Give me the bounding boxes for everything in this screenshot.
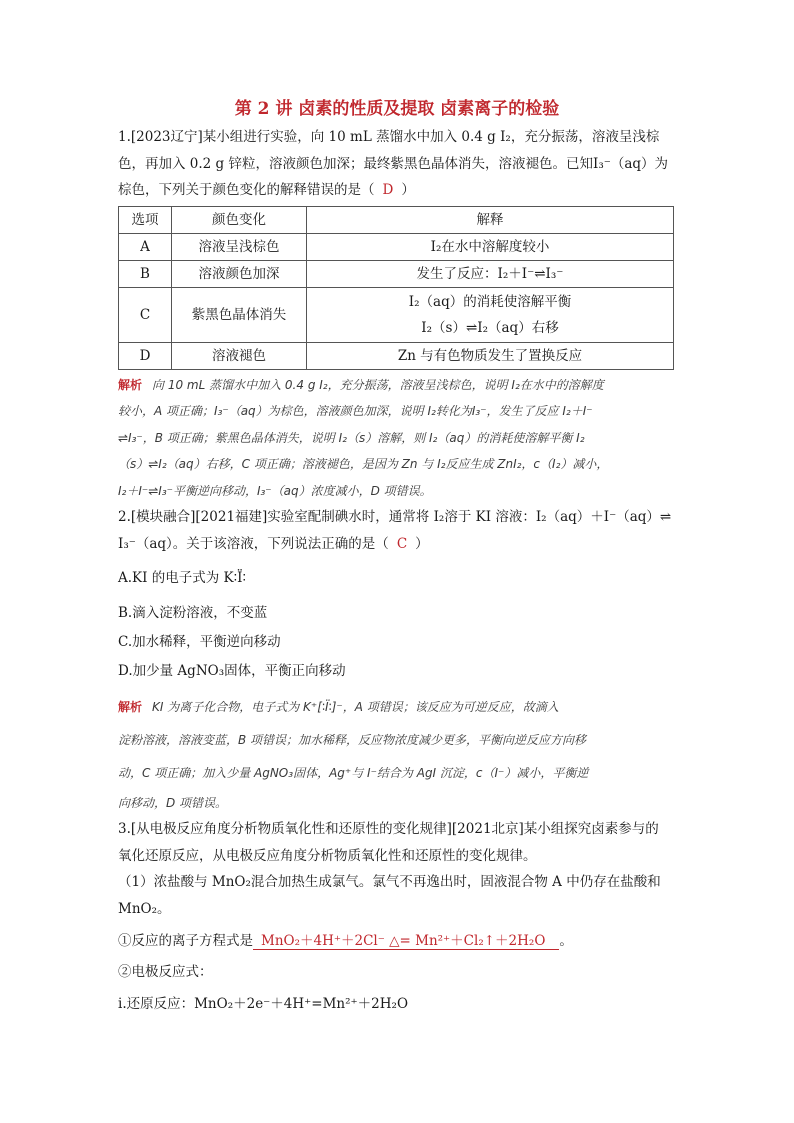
q3-sub1-prefix: ①反应的离子方程式是 [118, 933, 253, 949]
q2-stem-line-1: 2.[模块融合][2021福建]实验室配制碘水时，通常将 I₂溶于 KI 溶液：I₂（aq）＋I⁻（aq）⇌ [118, 509, 672, 525]
q2-options [118, 565, 676, 685]
explanation-line: I₂＋I⁻⇌I₃⁻平衡逆向移动，I₃⁻（aq）浓度减小，D 项错误。 [118, 483, 432, 498]
q2-stem-close: ） [415, 535, 429, 552]
q1-stem-line-2: 色，再加入 0.2 g 锌粒，溶液颜色加深；最终紫黑色晶体消失，溶液褪色。已知I₃⁻（aq）为 [118, 155, 669, 172]
explanation-line: 解析 向 10 mL 蒸馏水中加入 0.4 g I₂，充分振荡，溶液呈浅棕色，说明 I₂在水中的溶解度 [118, 377, 604, 392]
explanation-line: （s）⇌I₂（aq）右移，C 项正确；溶液褪色，是因为 Zn 与 I₂反应生成 ZnI₂，c（I₂）减小， [118, 457, 609, 471]
table-cell-color: 溶液褪色 [172, 342, 307, 369]
q2-explanation [118, 691, 676, 816]
q3-part1-line-2: MnO₂。 [118, 900, 171, 917]
q2-option-a: A.KI 的电子式为 K∶Ï∶ [118, 570, 246, 586]
explanation-line: 淀粉溶液，溶液变蓝，B 项错误；加水稀释，反应物浓度减少更多，平衡向逆反应方向移 [118, 733, 587, 747]
q2-option-d: D.加少量 AgNO₃固体，平衡正向移动 [118, 663, 346, 679]
q2-stem-line-2 [118, 531, 676, 558]
q2-option-c: C.加水稀释，平衡逆向移动 [118, 634, 281, 650]
q1-answer: D [382, 182, 394, 198]
table-row [119, 287, 674, 342]
q3-stem-line-1: 3.[从电极反应角度分析物质氧化性和还原性的变化规律][2021北京]某小组探究卤素参与的 [118, 821, 659, 837]
table-header-option: 选项 [119, 206, 172, 233]
table-cell-explanation-line-2: I₂（s）⇌I₂（aq）右移 [421, 319, 559, 336]
table-header-row [119, 206, 674, 233]
q3-sub1-suffix: 。 [559, 933, 573, 949]
table-cell-option: D [119, 342, 172, 369]
q2-stem-text: I₃⁻（aq）。关于该溶液，下列说法正确的是（ [118, 535, 389, 552]
q1-explanation [118, 372, 676, 505]
explanation-line: 解析 KI 为离子化合物，电子式为 K⁺[∶Ï∶]⁻，A 项错误；该反应为可逆反应，故滴入 [118, 700, 559, 714]
table-cell-explanation: I₂在水中溶解度较小 [307, 233, 674, 260]
page-title: 第 2 讲 卤素的性质及提取 卤素离子的检验 [234, 99, 560, 119]
table-row [119, 342, 674, 369]
table-cell-option: A [119, 233, 172, 260]
table-header-explanation: 解释 [307, 206, 674, 233]
explanation-line: 较小，A 项正确；I₃⁻（aq）为棕色，溶液颜色加深，说明 I₂转化为I₃⁻，发生了反应 I₂＋I⁻ [118, 404, 593, 418]
table-row [119, 260, 674, 287]
q1-stem-text: 棕色，下列关于颜色变化的解释错误的是（ [118, 182, 375, 198]
explanation-line: 向移动，D 项错误。 [118, 796, 228, 810]
table-cell-explanation: 发生了反应：I₂＋I⁻⇌I₃⁻ [307, 260, 674, 287]
document-page [118, 96, 676, 1018]
table-cell-color: 溶液颜色加深 [172, 260, 307, 287]
explanation-label: 解析 [118, 700, 143, 714]
table-cell-color: 溶液呈浅棕色 [172, 233, 307, 260]
table-cell-option: B [119, 260, 172, 287]
table-cell-explanation-line-1: I₂（aq）的消耗使溶解平衡 [408, 293, 572, 310]
q3-stem-line-2: 氧化还原反应，从电极反应角度分析物质氧化性和还原性的变化规律。 [118, 847, 537, 864]
q3-sub1 [118, 928, 676, 955]
table-cell-explanation [307, 287, 674, 342]
q1-stem-close: ） [401, 182, 415, 198]
q3-sub1-answer: MnO₂＋4H⁺＋2Cl⁻ △= Mn²⁺＋Cl₂↑＋2H₂O [253, 933, 559, 950]
table-row [119, 233, 674, 260]
table-header-color: 颜色变化 [172, 206, 307, 233]
q1-table [118, 206, 674, 370]
q3-sub2: ②电极反应式： [118, 963, 213, 980]
q2-option-b: B.滴入淀粉溶液，不变蓝 [118, 605, 268, 621]
table-cell-explanation: Zn 与有色物质发生了置换反应 [307, 342, 674, 369]
explanation-line: 动，C 项正确；加入少量 AgNO₃固体，Ag⁺与 I⁻结合为 AgI 沉淀，c（I⁻）减小，平衡逆 [118, 766, 589, 780]
q3-part1-line-1: （1）浓盐酸与 MnO₂混合加热生成氯气。氯气不再逸出时，固液混合物 A 中仍存在盐酸和 [118, 874, 661, 890]
q1-stem-line-1: 1.[2023辽宁]某小组进行实验，向 10 mL 蒸馏水中加入 0.4 g I₂，充分振荡，溶液呈浅棕 [118, 129, 660, 145]
q1-stem-line-3 [118, 177, 676, 204]
q3-sub3: ⅰ.还原反应：MnO₂＋2e⁻＋4H⁺=Mn²⁺＋2H₂O [118, 996, 409, 1012]
table-cell-color: 紫黑色晶体消失 [172, 287, 307, 342]
table-cell-option: C [119, 287, 172, 342]
explanation-label: 解析 [118, 377, 143, 392]
q2-answer: C [396, 535, 408, 552]
explanation-line: ⇌I₃⁻，B 项正确；紫黑色晶体消失，说明 I₂（s）溶解，则 I₂（aq）的消耗使溶解平衡 I₂ [118, 430, 585, 445]
